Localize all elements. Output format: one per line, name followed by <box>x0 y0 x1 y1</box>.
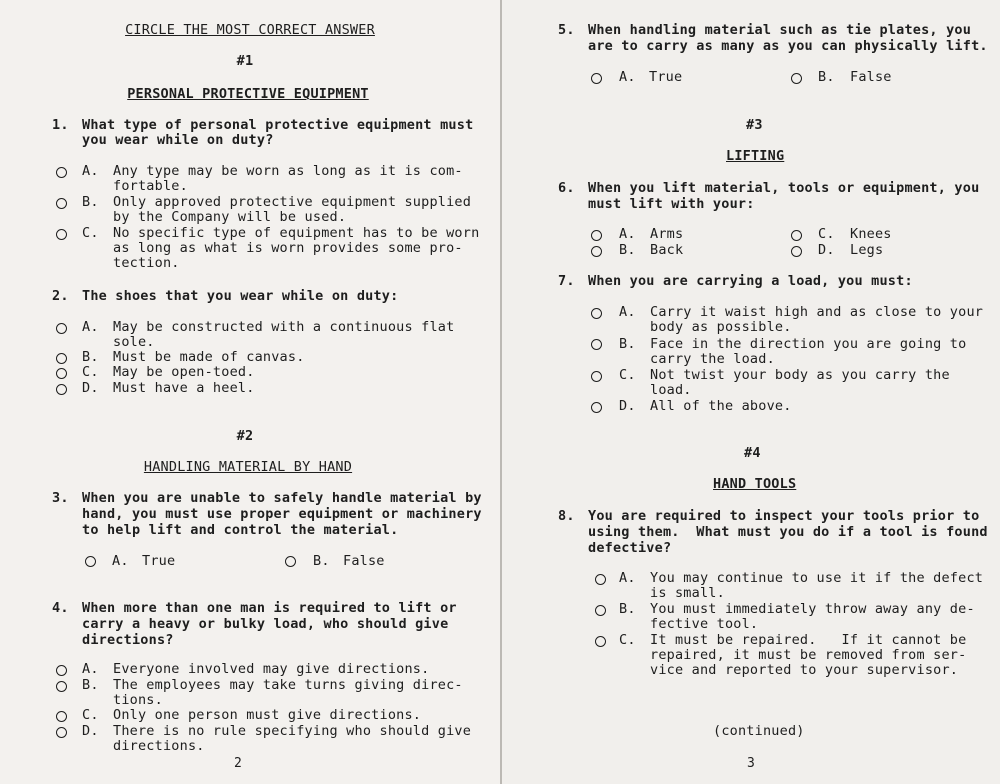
option-text: by the Company will be used. <box>113 209 347 225</box>
option-letter: A. <box>82 661 99 677</box>
option-text: All of the above. <box>650 398 792 414</box>
option-text: May be open-toed. <box>113 364 255 380</box>
question-5-number: 5. <box>558 22 575 38</box>
option-letter: D. <box>82 380 99 396</box>
option-text: Everyone involved may give directions. <box>113 661 430 677</box>
option-text: Only one person must give directions. <box>113 707 422 723</box>
answer-circle-q3-a[interactable] <box>85 556 96 567</box>
answer-circle-q4-a[interactable] <box>56 665 67 676</box>
option-text: as long as what is worn provides some pro- <box>113 240 463 256</box>
option-text: You must immediately throw away any de- <box>650 601 975 617</box>
continued-note: (continued) <box>713 723 805 739</box>
question-3-text-line-1: When you are unable to safely handle material by <box>82 490 482 506</box>
answer-circle-q4-d[interactable] <box>56 727 67 738</box>
question-1-text-line-1: What type of personal protective equipment must <box>82 117 474 133</box>
section-2-title: HANDLING MATERIAL BY HAND <box>143 459 353 475</box>
option-text: Carry it waist high and as close to your <box>650 304 984 320</box>
option-text: load. <box>650 382 692 398</box>
option-text: fective tool. <box>650 616 759 632</box>
option-text: There is no rule specifying who should give <box>113 723 472 739</box>
option-text: tection. <box>113 255 180 271</box>
answer-circle-q4-b[interactable] <box>56 681 67 692</box>
question-5-text-line-2: are to carry as many as you can physically lift. <box>588 38 988 54</box>
section-4-number: #4 <box>744 445 761 461</box>
option-letter: B. <box>82 677 99 693</box>
option-text: directions. <box>113 738 205 754</box>
question-7-number: 7. <box>558 273 575 289</box>
option-letter: B. <box>818 69 835 85</box>
option-letter: A. <box>619 226 636 242</box>
option-text: Any type may be worn as long as it is com- <box>113 163 463 179</box>
question-8-text-line-2: using them. What must you do if a tool is found <box>588 524 988 540</box>
question-6-number: 6. <box>558 180 575 196</box>
option-text: You may continue to use it if the defect <box>650 570 984 586</box>
question-3-number: 3. <box>52 490 69 506</box>
answer-circle-q2-b[interactable] <box>56 353 67 364</box>
option-text: sole. <box>113 334 155 350</box>
option-letter: C. <box>82 225 99 241</box>
answer-circle-q7-c[interactable] <box>591 371 602 382</box>
option-text: Not twist your body as you carry the <box>650 367 950 383</box>
page-number: 2 <box>234 756 242 771</box>
answer-circle-q8-c[interactable] <box>595 636 606 647</box>
page-number: 3 <box>747 756 755 771</box>
option-letter: C. <box>619 367 636 383</box>
option-letter: D. <box>818 242 835 258</box>
question-5-text-line-1: When handling material such as tie plates, you <box>588 22 972 38</box>
option-letter: A. <box>619 570 636 586</box>
answer-circle-q2-a[interactable] <box>56 323 67 334</box>
option-letter: C. <box>619 632 636 648</box>
answer-circle-q5-a[interactable] <box>591 73 602 84</box>
answer-circle-q6-c[interactable] <box>791 230 802 241</box>
question-4-text-line-1: When more than one man is required to lift or <box>82 600 457 616</box>
option-text: Arms <box>650 226 684 242</box>
option-text: Only approved protective equipment supplied <box>113 194 472 210</box>
right-page <box>502 0 1000 784</box>
option-letter: D. <box>82 723 99 739</box>
option-letter: B. <box>619 242 636 258</box>
option-text: False <box>343 553 385 569</box>
question-7-text-line-1: When you are carrying a load, you must: <box>588 273 913 289</box>
question-4-text-line-2: carry a heavy or bulky load, who should give <box>82 616 449 632</box>
question-6-text-line-1: When you lift material, tools or equipment, you <box>588 180 980 196</box>
section-2-number: #2 <box>236 428 254 444</box>
option-text: It must be repaired. If it cannot be <box>650 632 967 648</box>
question-8-text-line-1: You are required to inspect your tools prior to <box>588 508 980 524</box>
option-text: True <box>142 553 176 569</box>
section-1-number: #1 <box>236 53 254 69</box>
option-text: No specific type of equipment has to be worn <box>113 225 480 241</box>
option-text: is small. <box>650 585 725 601</box>
answer-circle-q3-b[interactable] <box>285 556 296 567</box>
option-text: Back <box>650 242 684 258</box>
option-text: Face in the direction you are going to <box>650 336 967 352</box>
answer-circle-q2-c[interactable] <box>56 368 67 379</box>
option-letter: B. <box>619 601 636 617</box>
option-text: carry the load. <box>650 351 775 367</box>
option-letter: D. <box>619 398 636 414</box>
option-text: Must have a heel. <box>113 380 255 396</box>
question-3-text-line-2: hand, you must use proper equipment or machinery <box>82 506 482 522</box>
question-1-number: 1. <box>52 117 69 133</box>
option-letter: A. <box>619 69 636 85</box>
answer-circle-q4-c[interactable] <box>56 711 67 722</box>
option-text: False <box>850 69 892 85</box>
option-text: vice and reported to your supervisor. <box>650 662 959 678</box>
answer-circle-q6-a[interactable] <box>591 230 602 241</box>
option-text: Knees <box>850 226 892 242</box>
answer-circle-q8-b[interactable] <box>595 605 606 616</box>
option-text: Legs <box>850 242 884 258</box>
question-6-text-line-2: must lift with your: <box>588 196 755 212</box>
option-text: May be constructed with a continuous flat <box>113 319 455 335</box>
answer-circle-q6-d[interactable] <box>791 246 802 257</box>
answer-circle-q7-a[interactable] <box>591 308 602 319</box>
question-2-text-line-1: The shoes that you wear while on duty: <box>82 288 399 304</box>
option-letter: A. <box>82 319 99 335</box>
answer-circle-q5-b[interactable] <box>791 73 802 84</box>
section-4-title: HAND TOOLS <box>713 476 797 492</box>
question-3-text-line-3: to help lift and control the material. <box>82 522 399 538</box>
instructions-header: CIRCLE THE MOST CORRECT ANSWER <box>125 22 375 38</box>
question-4-number: 4. <box>52 600 69 616</box>
section-1-title: PERSONAL PROTECTIVE EQUIPMENT <box>127 86 369 102</box>
option-letter: C. <box>82 707 99 723</box>
option-letter: A. <box>619 304 636 320</box>
answer-circle-q1-a[interactable] <box>56 167 67 178</box>
option-letter: B. <box>82 349 99 365</box>
option-letter: A. <box>82 163 99 179</box>
answer-circle-q1-b[interactable] <box>56 198 67 209</box>
option-text: body as possible. <box>650 319 792 335</box>
option-text: True <box>649 69 683 85</box>
option-text: repaired, it must be removed from ser- <box>650 647 967 663</box>
section-3-title: LIFTING <box>726 148 785 164</box>
answer-circle-q6-b[interactable] <box>591 246 602 257</box>
question-2-number: 2. <box>52 288 69 304</box>
answer-circle-q2-d[interactable] <box>56 384 67 395</box>
question-4-text-line-3: directions? <box>82 632 174 648</box>
question-8-number: 8. <box>558 508 575 524</box>
option-letter: C. <box>82 364 99 380</box>
option-letter: A. <box>112 553 129 569</box>
option-letter: B. <box>619 336 636 352</box>
answer-circle-q7-b[interactable] <box>591 339 602 350</box>
option-letter: C. <box>818 226 835 242</box>
question-1-text-line-2: you wear while on duty? <box>82 132 274 148</box>
answer-circle-q8-a[interactable] <box>595 574 606 585</box>
question-8-text-line-3: defective? <box>588 540 672 556</box>
option-letter: B. <box>313 553 330 569</box>
option-text: Must be made of canvas. <box>113 349 305 365</box>
option-text: fortable. <box>113 178 188 194</box>
option-text: The employees may take turns giving direc- <box>113 677 463 693</box>
answer-circle-q7-d[interactable] <box>591 402 602 413</box>
answer-circle-q1-c[interactable] <box>56 229 67 240</box>
section-3-number: #3 <box>746 117 763 133</box>
option-text: tions. <box>113 692 163 708</box>
option-letter: B. <box>82 194 99 210</box>
